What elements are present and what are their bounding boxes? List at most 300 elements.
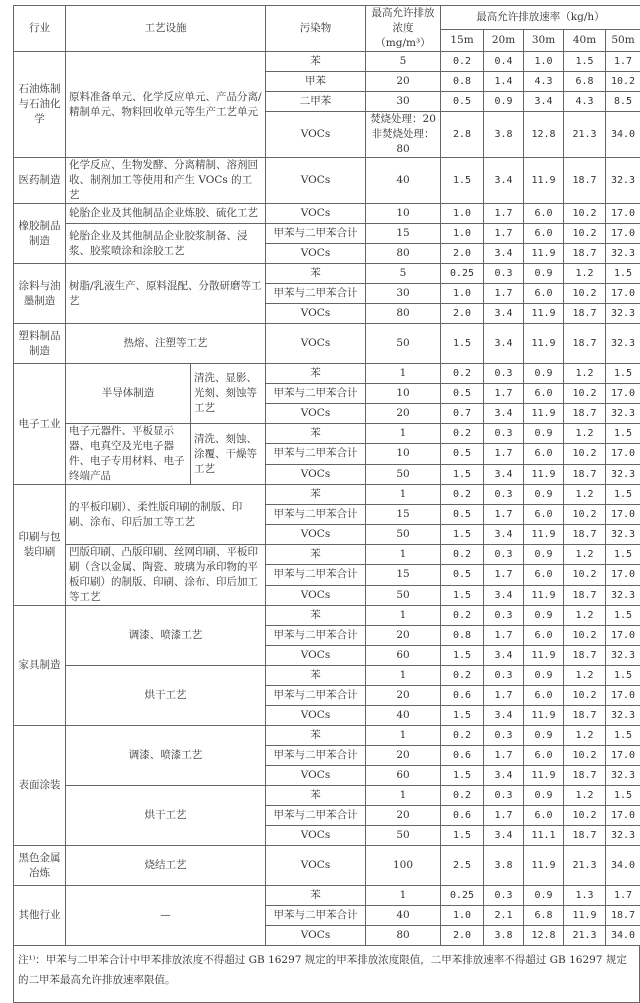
rate-cell: 6.0 xyxy=(524,224,564,244)
rate-cell: 0.2 xyxy=(441,666,484,686)
industry-cell: 石油炼制与石油化学 xyxy=(14,52,66,158)
process-cell: 烘干工艺 xyxy=(66,786,266,846)
rate-cell: 1.0 xyxy=(441,224,484,244)
process-cell: 轮胎企业及其他制品企业胶浆制备、浸浆、胶浆喷涂和涂胶工艺 xyxy=(66,224,266,264)
table-row xyxy=(14,224,640,244)
rate-cell: 32.3 xyxy=(606,826,640,846)
process-cell: 凹版印刷、凸版印刷、丝网印刷、平板印刷（含以金属、陶瓷、玻璃为承印物的平板印刷）的制版、印刷、涂布、印后加工等工艺 xyxy=(66,545,266,606)
concentration-cell: 20 xyxy=(366,686,441,706)
concentration-cell: 15 xyxy=(366,224,441,244)
pollutant-cell: VOCs xyxy=(266,112,366,158)
rate-cell: 17.0 xyxy=(606,746,640,766)
rate-cell: 6.0 xyxy=(524,746,564,766)
rate-cell: 1.5 xyxy=(606,545,640,565)
rate-cell: 10.2 xyxy=(564,565,606,585)
pollutant-cell: VOCs xyxy=(266,244,366,264)
rate-cell: 34.0 xyxy=(606,112,640,158)
rate-cell: 11.9 xyxy=(524,706,564,726)
pollutant-cell: 苯 xyxy=(266,786,366,806)
rate-cell: 18.7 xyxy=(606,906,640,926)
rate-cell: 1.7 xyxy=(484,444,524,464)
emission-limits-table xyxy=(13,5,640,946)
rate-cell: 1.0 xyxy=(524,52,564,72)
header-height: 50m xyxy=(606,30,640,52)
rate-cell: 0.25 xyxy=(441,264,484,284)
process-cell: 调漆、喷漆工艺 xyxy=(66,726,266,786)
rate-cell: 1.5 xyxy=(441,324,484,364)
process-cell: 烧结工艺 xyxy=(66,846,266,886)
rate-cell: 21.3 xyxy=(564,846,606,886)
concentration-cell: 50 xyxy=(366,585,441,605)
rate-cell: 3.4 xyxy=(484,766,524,786)
rate-cell: 2.0 xyxy=(441,926,484,946)
rate-cell: 10.2 xyxy=(564,224,606,244)
rate-cell: 11.9 xyxy=(524,304,564,324)
pollutant-cell: 甲苯与二甲苯合计 xyxy=(266,224,366,244)
rate-cell: 1.5 xyxy=(441,646,484,666)
header-industry: 行业 xyxy=(14,6,66,52)
concentration-cell: 15 xyxy=(366,565,441,585)
industry-cell: 家具制造 xyxy=(14,606,66,726)
rate-cell: 1.2 xyxy=(564,786,606,806)
rate-cell: 0.2 xyxy=(441,606,484,626)
table-row xyxy=(14,158,640,204)
pollutant-cell: 甲苯与二甲苯合计 xyxy=(266,284,366,304)
process-cell: 轮胎企业及其他制品企业炼胶、硫化工艺 xyxy=(66,204,266,224)
rate-cell: 1.2 xyxy=(564,364,606,384)
rate-cell: 17.0 xyxy=(606,686,640,706)
rate-cell: 1.7 xyxy=(484,806,524,826)
rate-cell: 6.0 xyxy=(524,505,564,525)
rate-cell: 1.0 xyxy=(441,284,484,304)
concentration-cell: 1 xyxy=(366,726,441,746)
rate-cell: 0.9 xyxy=(524,545,564,565)
rate-cell: 32.3 xyxy=(606,706,640,726)
rate-cell: 32.3 xyxy=(606,404,640,424)
rate-cell: 6.0 xyxy=(524,444,564,464)
pollutant-cell: VOCs xyxy=(266,585,366,605)
process-cell: — xyxy=(66,886,266,946)
concentration-cell: 30 xyxy=(366,284,441,304)
pollutant-cell: VOCs xyxy=(266,324,366,364)
table-row xyxy=(14,204,640,224)
rate-cell: 0.2 xyxy=(441,545,484,565)
concentration-cell: 1 xyxy=(366,786,441,806)
process-step-cell: 清洗、显影、光刻、刻蚀等工艺 xyxy=(191,364,266,424)
rate-cell: 21.3 xyxy=(564,926,606,946)
concentration-cell: 5 xyxy=(366,264,441,284)
pollutant-cell: 苯 xyxy=(266,264,366,284)
process-step-cell: 清洗、刻蚀、涂覆、干燥等工艺 xyxy=(191,424,266,485)
industry-cell: 电子工业 xyxy=(14,364,66,485)
rate-cell: 1.2 xyxy=(564,666,606,686)
table-row xyxy=(14,264,640,284)
rate-cell: 3.4 xyxy=(484,646,524,666)
rate-cell: 0.5 xyxy=(441,505,484,525)
pollutant-cell: 甲苯与二甲苯合计 xyxy=(266,746,366,766)
rate-cell: 0.6 xyxy=(441,806,484,826)
concentration-cell: 20 xyxy=(366,72,441,92)
rate-cell: 18.7 xyxy=(564,404,606,424)
rate-cell: 0.3 xyxy=(484,264,524,284)
rate-cell: 0.9 xyxy=(524,886,564,906)
pollutant-cell: 甲苯与二甲苯合计 xyxy=(266,384,366,404)
rate-cell: 0.9 xyxy=(524,424,564,444)
rate-cell: 17.0 xyxy=(606,204,640,224)
rate-cell: 17.0 xyxy=(606,384,640,404)
rate-cell: 1.5 xyxy=(441,585,484,605)
rate-cell: 1.7 xyxy=(484,746,524,766)
rate-cell: 3.4 xyxy=(484,158,524,204)
process-cell: 电子元器件、平板显示器、电真空及光电子器件、电子专用材料、电子终端产品 xyxy=(66,424,191,485)
rate-cell: 1.5 xyxy=(441,766,484,786)
process-cell: 树脂/乳液生产、原料混配、分散研磨等工艺 xyxy=(66,264,266,324)
concentration-cell: 10 xyxy=(366,204,441,224)
rate-cell: 10.2 xyxy=(564,204,606,224)
footnote: 注¹⁾：甲苯与二甲苯合计中甲苯排放浓度不得超过 GB 16297 规定的甲苯排放浓度限值，二甲苯排放速率不得超过 GB 16297 规定的二甲苯最高允许排放速率限值。 xyxy=(13,946,640,1003)
rate-cell: 11.9 xyxy=(524,404,564,424)
rate-cell: 1.7 xyxy=(484,626,524,646)
rate-cell: 32.3 xyxy=(606,766,640,786)
industry-cell: 黑色金属冶炼 xyxy=(14,846,66,886)
rate-cell: 10.2 xyxy=(564,284,606,304)
pollutant-cell: VOCs xyxy=(266,646,366,666)
rate-cell: 1.5 xyxy=(441,706,484,726)
rate-cell: 1.5 xyxy=(606,485,640,505)
header-height: 15m xyxy=(441,30,484,52)
rate-cell: 0.4 xyxy=(484,52,524,72)
rate-cell: 0.3 xyxy=(484,726,524,746)
process-cell: 的平板印刷）、柔性版印刷的制版、印刷、涂布、印后加工等工艺 xyxy=(66,485,266,545)
table-body xyxy=(14,52,640,946)
rate-cell: 3.4 xyxy=(484,324,524,364)
pollutant-cell: VOCs xyxy=(266,158,366,204)
rate-cell: 0.5 xyxy=(441,444,484,464)
industry-cell: 印刷与包装印刷 xyxy=(14,485,66,606)
rate-cell: 0.7 xyxy=(441,404,484,424)
table-row xyxy=(14,726,640,746)
rate-cell: 1.7 xyxy=(484,224,524,244)
rate-cell: 2.5 xyxy=(441,846,484,886)
pollutant-cell: 甲苯 xyxy=(266,72,366,92)
table-row xyxy=(14,666,640,686)
table-row xyxy=(14,324,640,364)
pollutant-cell: 甲苯与二甲苯合计 xyxy=(266,505,366,525)
rate-cell: 3.8 xyxy=(484,846,524,886)
rate-cell: 0.2 xyxy=(441,485,484,505)
rate-cell: 6.0 xyxy=(524,565,564,585)
pollutant-cell: VOCs xyxy=(266,846,366,886)
rate-cell: 32.3 xyxy=(606,304,640,324)
rate-cell: 0.2 xyxy=(441,364,484,384)
rate-cell: 10.2 xyxy=(564,806,606,826)
rate-cell: 1.7 xyxy=(484,505,524,525)
header-pollutant: 污染物 xyxy=(266,6,366,52)
rate-cell: 11.9 xyxy=(524,324,564,364)
rate-cell: 1.7 xyxy=(484,284,524,304)
rate-cell: 21.3 xyxy=(564,112,606,158)
rate-cell: 0.5 xyxy=(441,565,484,585)
pollutant-cell: 苯 xyxy=(266,666,366,686)
rate-cell: 0.8 xyxy=(441,626,484,646)
rate-cell: 1.5 xyxy=(441,464,484,484)
pollutant-cell: 苯 xyxy=(266,52,366,72)
rate-cell: 1.5 xyxy=(606,726,640,746)
concentration-cell: 20 xyxy=(366,626,441,646)
table-row xyxy=(14,424,640,444)
emission-standards-document xyxy=(13,5,640,1003)
rate-cell: 3.4 xyxy=(484,525,524,545)
rate-cell: 1.5 xyxy=(606,606,640,626)
rate-cell: 2.8 xyxy=(441,112,484,158)
rate-cell: 0.9 xyxy=(524,606,564,626)
rate-cell: 1.4 xyxy=(484,72,524,92)
rate-cell: 32.3 xyxy=(606,585,640,605)
rate-cell: 0.3 xyxy=(484,545,524,565)
rate-cell: 32.3 xyxy=(606,324,640,364)
rate-cell: 6.8 xyxy=(524,906,564,926)
rate-cell: 1.2 xyxy=(564,545,606,565)
rate-cell: 1.7 xyxy=(484,384,524,404)
rate-cell: 0.9 xyxy=(524,666,564,686)
industry-cell: 表面涂装 xyxy=(14,726,66,846)
rate-cell: 1.0 xyxy=(441,906,484,926)
rate-cell: 6.0 xyxy=(524,686,564,706)
rate-cell: 17.0 xyxy=(606,505,640,525)
pollutant-cell: 甲苯与二甲苯合计 xyxy=(266,906,366,926)
pollutant-cell: 苯 xyxy=(266,485,366,505)
rate-cell: 11.9 xyxy=(524,585,564,605)
concentration-cell: 50 xyxy=(366,826,441,846)
rate-cell: 4.3 xyxy=(564,92,606,112)
rate-cell: 17.0 xyxy=(606,565,640,585)
rate-cell: 2.1 xyxy=(484,906,524,926)
rate-cell: 0.3 xyxy=(484,786,524,806)
industry-cell: 橡胶制品制造 xyxy=(14,204,66,264)
rate-cell: 10.2 xyxy=(564,384,606,404)
concentration-cell: 5 xyxy=(366,52,441,72)
concentration-cell: 100 xyxy=(366,846,441,886)
concentration-cell: 40 xyxy=(366,906,441,926)
rate-cell: 18.7 xyxy=(564,244,606,264)
rate-cell: 10.2 xyxy=(564,626,606,646)
table-row xyxy=(14,485,640,505)
rate-cell: 1.2 xyxy=(564,726,606,746)
process-cell: 半导体制造 xyxy=(66,364,191,424)
rate-cell: 3.4 xyxy=(484,706,524,726)
rate-cell: 1.5 xyxy=(606,424,640,444)
rate-cell: 1.7 xyxy=(606,886,640,906)
rate-cell: 17.0 xyxy=(606,806,640,826)
rate-cell: 18.7 xyxy=(564,826,606,846)
rate-cell: 32.3 xyxy=(606,646,640,666)
concentration-cell: 40 xyxy=(366,158,441,204)
rate-cell: 1.2 xyxy=(564,485,606,505)
rate-cell: 2.0 xyxy=(441,244,484,264)
concentration-cell: 1 xyxy=(366,424,441,444)
header-height: 20m xyxy=(484,30,524,52)
table-row xyxy=(14,364,640,384)
table-header xyxy=(14,6,640,52)
concentration-cell: 80 xyxy=(366,244,441,264)
concentration-cell: 50 xyxy=(366,464,441,484)
rate-cell: 1.5 xyxy=(564,52,606,72)
rate-cell: 0.3 xyxy=(484,886,524,906)
rate-cell: 6.8 xyxy=(564,72,606,92)
rate-cell: 3.4 xyxy=(484,304,524,324)
rate-cell: 1.5 xyxy=(606,364,640,384)
process-cell: 热熔、注塑等工艺 xyxy=(66,324,266,364)
rate-cell: 12.8 xyxy=(524,926,564,946)
rate-cell: 32.3 xyxy=(606,158,640,204)
industry-cell: 塑料制品制造 xyxy=(14,324,66,364)
rate-cell: 1.2 xyxy=(564,264,606,284)
table-row xyxy=(14,52,640,72)
pollutant-cell: 甲苯与二甲苯合计 xyxy=(266,806,366,826)
rate-cell: 0.5 xyxy=(441,92,484,112)
rate-cell: 18.7 xyxy=(564,304,606,324)
concentration-cell: 60 xyxy=(366,646,441,666)
rate-cell: 0.2 xyxy=(441,726,484,746)
rate-cell: 17.0 xyxy=(606,444,640,464)
pollutant-cell: VOCs xyxy=(266,404,366,424)
concentration-cell: 20 xyxy=(366,806,441,826)
rate-cell: 6.0 xyxy=(524,806,564,826)
rate-cell: 17.0 xyxy=(606,284,640,304)
rate-cell: 11.9 xyxy=(524,766,564,786)
rate-cell: 18.7 xyxy=(564,324,606,364)
rate-cell: 1.5 xyxy=(441,158,484,204)
rate-cell: 0.3 xyxy=(484,424,524,444)
rate-cell: 32.3 xyxy=(606,525,640,545)
header-process: 工艺设施 xyxy=(66,6,266,52)
rate-cell: 1.7 xyxy=(484,565,524,585)
concentration-cell: 40 xyxy=(366,706,441,726)
rate-cell: 0.2 xyxy=(441,424,484,444)
table-row xyxy=(14,545,640,565)
rate-cell: 1.0 xyxy=(441,204,484,224)
rate-cell: 6.0 xyxy=(524,626,564,646)
rate-cell: 6.0 xyxy=(524,384,564,404)
rate-cell: 2.0 xyxy=(441,304,484,324)
rate-cell: 1.5 xyxy=(606,786,640,806)
concentration-cell: 50 xyxy=(366,525,441,545)
rate-cell: 18.7 xyxy=(564,646,606,666)
rate-cell: 34.0 xyxy=(606,846,640,886)
concentration-cell: 80 xyxy=(366,304,441,324)
rate-cell: 0.9 xyxy=(524,485,564,505)
pollutant-cell: 苯 xyxy=(266,726,366,746)
rate-cell: 11.1 xyxy=(524,826,564,846)
rate-cell: 3.8 xyxy=(484,926,524,946)
rate-cell: 1.5 xyxy=(441,826,484,846)
rate-cell: 1.2 xyxy=(564,606,606,626)
concentration-cell: 1 xyxy=(366,606,441,626)
rate-cell: 0.3 xyxy=(484,364,524,384)
rate-cell: 18.7 xyxy=(564,158,606,204)
rate-cell: 0.9 xyxy=(484,92,524,112)
rate-cell: 8.5 xyxy=(606,92,640,112)
rate-cell: 0.9 xyxy=(524,264,564,284)
rate-cell: 11.9 xyxy=(524,158,564,204)
pollutant-cell: VOCs xyxy=(266,304,366,324)
concentration-cell: 10 xyxy=(366,384,441,404)
rate-cell: 1.5 xyxy=(441,525,484,545)
rate-cell: 0.2 xyxy=(441,786,484,806)
pollutant-cell: 甲苯与二甲苯合计 xyxy=(266,565,366,585)
pollutant-cell: VOCs xyxy=(266,706,366,726)
rate-cell: 1.7 xyxy=(606,52,640,72)
pollutant-cell: VOCs xyxy=(266,766,366,786)
pollutant-cell: 二甲苯 xyxy=(266,92,366,112)
rate-cell: 18.7 xyxy=(564,464,606,484)
rate-cell: 6.0 xyxy=(524,204,564,224)
rate-cell: 0.6 xyxy=(441,746,484,766)
rate-cell: 32.3 xyxy=(606,244,640,264)
concentration-cell: 20 xyxy=(366,404,441,424)
pollutant-cell: 甲苯与二甲苯合计 xyxy=(266,444,366,464)
header-rate: 最高允许排放速率（kg/h） xyxy=(441,6,640,30)
concentration-cell: 1 xyxy=(366,666,441,686)
concentration-cell: 焚烧处理：20 非焚烧处理：80 xyxy=(366,112,441,158)
rate-cell: 0.8 xyxy=(441,72,484,92)
rate-cell: 11.9 xyxy=(524,464,564,484)
rate-cell: 1.5 xyxy=(606,666,640,686)
concentration-cell: 1 xyxy=(366,364,441,384)
rate-cell: 0.2 xyxy=(441,52,484,72)
rate-cell: 18.7 xyxy=(564,585,606,605)
rate-cell: 0.9 xyxy=(524,726,564,746)
rate-cell: 18.7 xyxy=(564,525,606,545)
table-row xyxy=(14,786,640,806)
concentration-cell: 1 xyxy=(366,545,441,565)
rate-cell: 10.2 xyxy=(564,746,606,766)
rate-cell: 11.9 xyxy=(524,846,564,886)
rate-cell: 34.0 xyxy=(606,926,640,946)
rate-cell: 3.4 xyxy=(524,92,564,112)
pollutant-cell: VOCs xyxy=(266,926,366,946)
rate-cell: 1.7 xyxy=(484,204,524,224)
rate-cell: 12.8 xyxy=(524,112,564,158)
pollutant-cell: VOCs xyxy=(266,525,366,545)
rate-cell: 11.9 xyxy=(564,906,606,926)
rate-cell: 10.2 xyxy=(564,505,606,525)
concentration-cell: 10 xyxy=(366,444,441,464)
process-cell: 化学反应、生物发酵、分离精制、溶剂回收、制剂加工等使用和产生 VOCs 的工艺 xyxy=(66,158,266,204)
concentration-cell: 80 xyxy=(366,926,441,946)
concentration-cell: 1 xyxy=(366,886,441,906)
rate-cell: 1.3 xyxy=(564,886,606,906)
concentration-cell: 60 xyxy=(366,766,441,786)
header-height: 30m xyxy=(524,30,564,52)
rate-cell: 10.2 xyxy=(564,686,606,706)
concentration-cell: 30 xyxy=(366,92,441,112)
rate-cell: 10.2 xyxy=(564,444,606,464)
industry-cell: 医药制造 xyxy=(14,158,66,204)
rate-cell: 32.3 xyxy=(606,464,640,484)
rate-cell: 17.0 xyxy=(606,224,640,244)
rate-cell: 0.3 xyxy=(484,606,524,626)
rate-cell: 0.3 xyxy=(484,666,524,686)
rate-cell: 1.5 xyxy=(606,264,640,284)
pollutant-cell: 苯 xyxy=(266,424,366,444)
pollutant-cell: VOCs xyxy=(266,204,366,224)
rate-cell: 0.6 xyxy=(441,686,484,706)
rate-cell: 3.4 xyxy=(484,404,524,424)
rate-cell: 3.4 xyxy=(484,464,524,484)
table-row xyxy=(14,886,640,906)
rate-cell: 10.2 xyxy=(606,72,640,92)
